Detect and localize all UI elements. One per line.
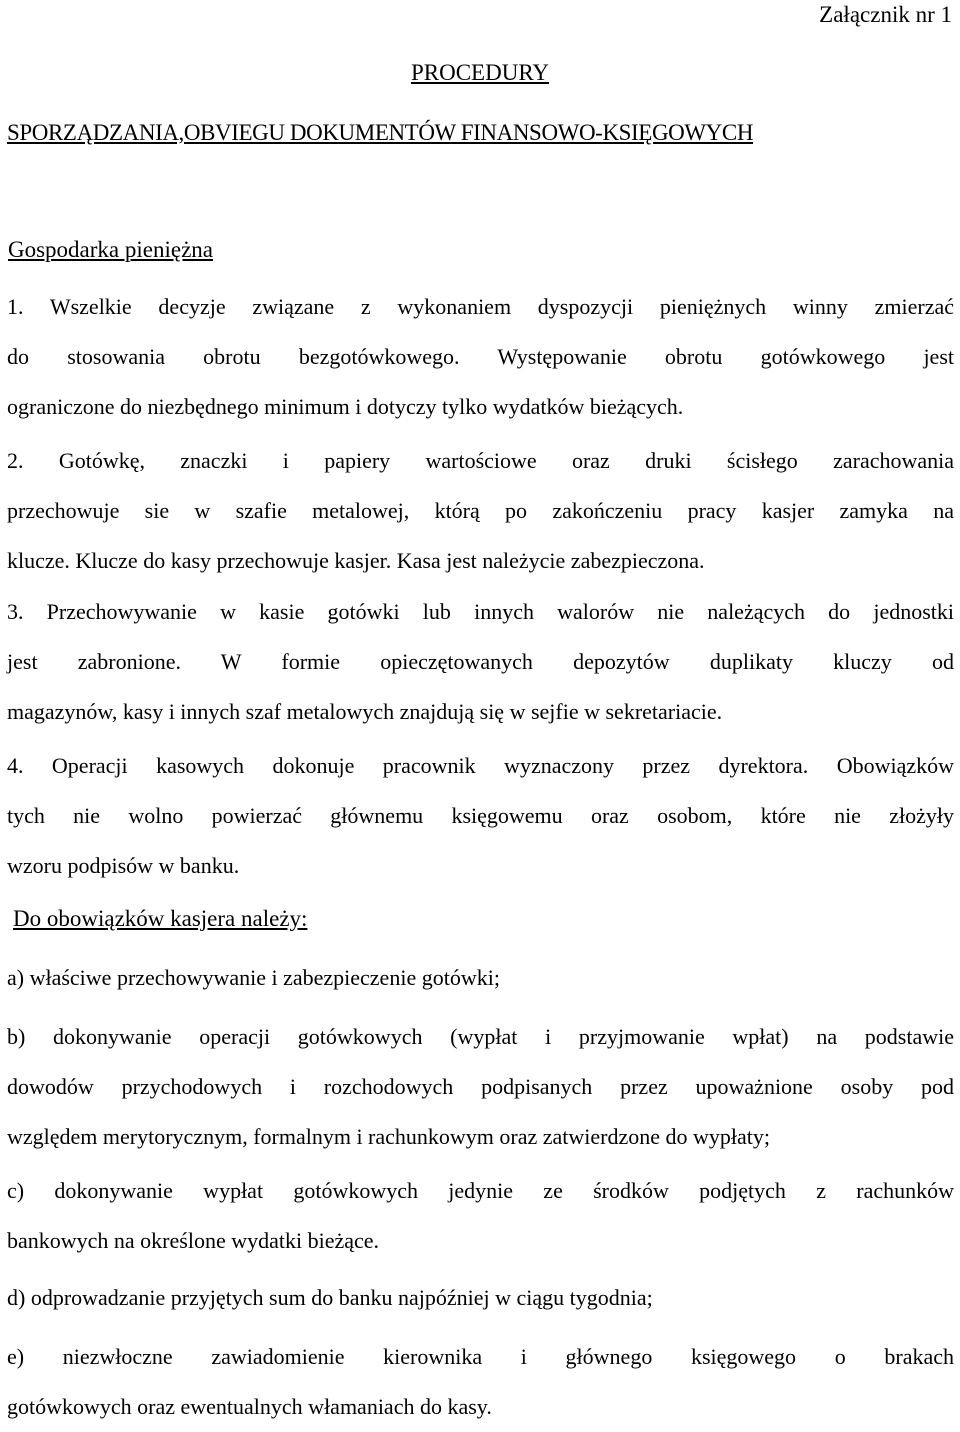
document-title: PROCEDURY: [410, 60, 550, 85]
paragraph-4: [7, 741, 954, 891]
duty-line: dowodów przychodowych i rozchodowych podpisanych przez upoważnione osoby pod: [7, 1074, 954, 1099]
duties-heading: Do obowiązków kasjera należy:: [13, 906, 308, 931]
paragraph-line: magazynów, kasy i innych szaf metalowych znajdują się w sejfie w sekretariacie.: [7, 699, 723, 724]
paragraph-line: 3. Przechowywanie w kasie gotówki lub innych walorów nie należących do jednostki: [7, 599, 954, 624]
duty-line: d) odprowadzanie przyjętych sum do banku najpóźniej w ciągu tygodnia;: [7, 1285, 653, 1310]
duty-line: b) dokonywanie operacji gotówkowych (wypłat i przyjmowanie wpłat) na podstawie: [7, 1024, 954, 1049]
paragraph-line: 1. Wszelkie decyzje związane z wykonaniem dyspozycji pieniężnych winny zmierzać: [7, 294, 954, 319]
duty-item-a: [7, 953, 954, 1003]
paragraph-3: [7, 587, 954, 737]
paragraph-line: wzoru podpisów w banku.: [7, 853, 240, 878]
paragraph-line: 4. Operacji kasowych dokonuje pracownik wyznaczony przez dyrektora. Obowiązków: [7, 753, 954, 778]
paragraph-line: tych nie wolno powierzać głównemu księgowemu oraz osobom, które nie złożyły: [7, 803, 954, 828]
paragraph-line: klucze. Klucze do kasy przechowuje kasjer. Kasa jest należycie zabezpieczona.: [7, 548, 705, 573]
duty-item-d: [7, 1273, 954, 1323]
duty-item-c: [7, 1166, 954, 1266]
paragraph-2: [7, 436, 954, 586]
section-title: Gospodarka pieniężna: [8, 237, 214, 262]
paragraph-1: [7, 282, 954, 432]
duty-item-e: [7, 1332, 954, 1432]
paragraph-line: jest zabronione. W formie opieczętowanych depozytów duplikaty kluczy od: [7, 649, 954, 674]
document-subtitle: SPORZĄDZANIA,OBVIEGU DOKUMENTÓW FINANSOWO-KSIĘGOWYCH: [7, 120, 754, 145]
duty-line: c) dokonywanie wypłat gotówkowych jedynie ze środków podjętych z rachunków: [7, 1178, 954, 1203]
duty-line: gotówkowych oraz ewentualnych włamaniach do kasy.: [7, 1394, 492, 1419]
duty-line: bankowych na określone wydatki bieżące.: [7, 1228, 380, 1253]
paragraph-line: do stosowania obrotu bezgotówkowego. Występowanie obrotu gotówkowego jest: [7, 344, 954, 369]
annex-label: Załącznik nr 1: [819, 2, 952, 27]
paragraph-line: przechowuje sie w szafie metalowej, którą po zakończeniu pracy kasjer zamyka na: [7, 498, 954, 523]
duty-line: a) właściwe przechowywanie i zabezpieczenie gotówki;: [7, 965, 500, 990]
paragraph-line: 2. Gotówkę, znaczki i papiery wartościowe oraz druki ścisłego zarachowania: [7, 448, 954, 473]
paragraph-line: ograniczone do niezbędnego minimum i dotyczy tylko wydatków bieżących.: [7, 394, 684, 419]
duty-line: względem merytorycznym, formalnym i rachunkowym oraz zatwierdzone do wypłaty;: [7, 1124, 771, 1149]
duty-line: e) niezwłoczne zawiadomienie kierownika i głównego księgowego o brakach: [7, 1344, 954, 1369]
duty-item-b: [7, 1012, 954, 1162]
